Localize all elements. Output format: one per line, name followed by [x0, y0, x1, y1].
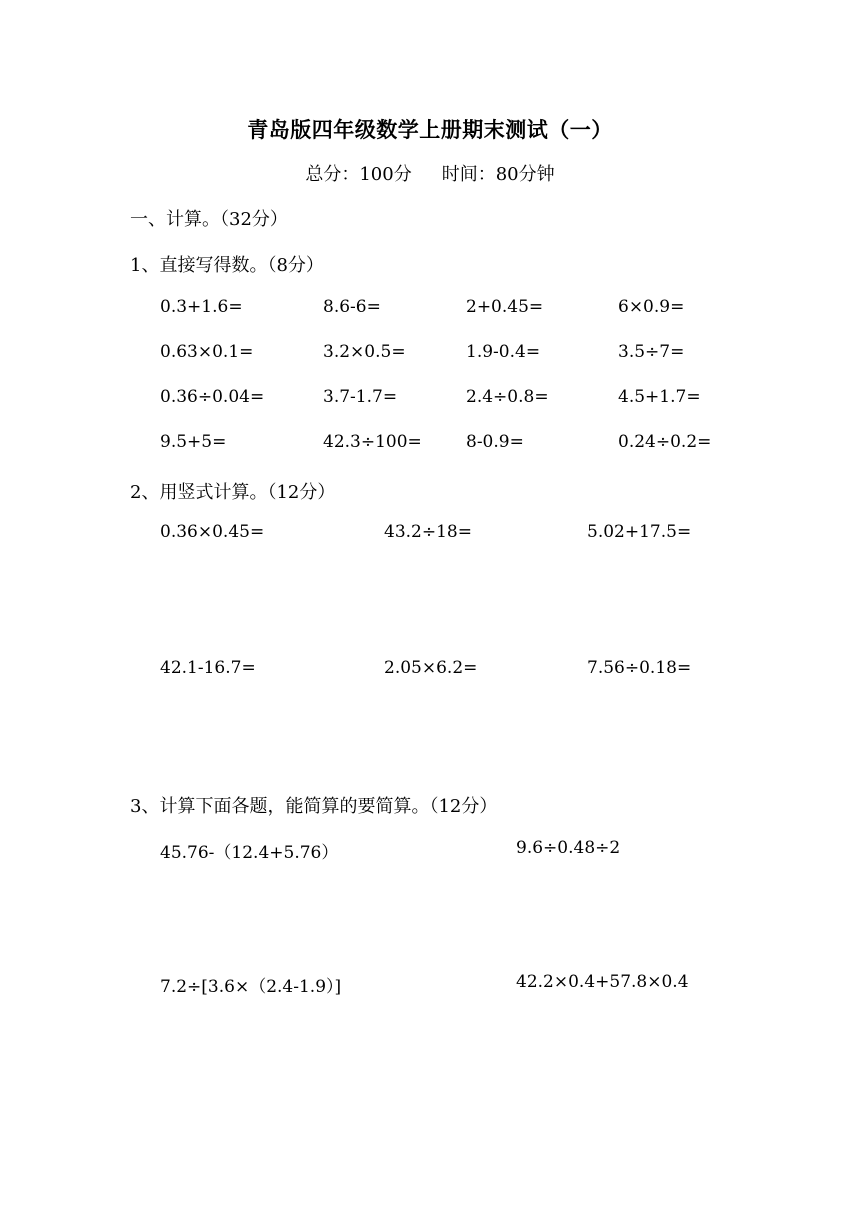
oral-problem: 9.5+5= [160, 432, 227, 452]
oral-problem: 0.24÷0.2= [618, 432, 712, 452]
simplify-problem: 7.2÷[3.6×（2.4-1.9）] [160, 977, 342, 997]
oral-problem: 0.3+1.6= [160, 297, 243, 317]
vertical-problem: 2.05×6.2= [384, 658, 478, 678]
vertical-problem: 7.56÷0.18= [587, 658, 692, 678]
oral-problem: 8-0.9= [466, 432, 524, 452]
part-3-heading: 3、计算下面各题，能简算的要简算。（12分） [130, 796, 498, 817]
oral-problem: 1.9-0.4= [466, 342, 541, 362]
oral-problem: 3.7-1.7= [323, 387, 398, 407]
oral-problem: 3.2×0.5= [323, 342, 406, 362]
oral-problem: 2+0.45= [466, 297, 544, 317]
oral-problem: 0.36÷0.04= [160, 387, 265, 407]
vertical-problem: 43.2÷18= [384, 522, 472, 542]
vertical-problem: 0.36×0.45= [160, 522, 265, 542]
vertical-problem: 42.1-16.7= [160, 658, 256, 678]
simplify-problem: 42.2×0.4+57.8×0.4 [516, 972, 689, 992]
exam-meta [0, 160, 860, 186]
section-1-heading: 一、计算。（32分） [130, 209, 288, 230]
time-limit: 时间：80分钟 [441, 164, 555, 185]
exam-title: 青岛版四年级数学上册期末测试（一） [247, 117, 613, 142]
oral-problem: 0.63×0.1= [160, 342, 254, 362]
simplify-problem: 9.6÷0.48÷2 [516, 838, 621, 858]
oral-problem: 2.4÷0.8= [466, 387, 549, 407]
oral-problem: 6×0.9= [618, 297, 685, 317]
part-2-heading: 2、用竖式计算。（12分） [130, 482, 336, 503]
vertical-problem: 5.02+17.5= [587, 522, 692, 542]
simplify-problem: 45.76-（12.4+5.76） [160, 843, 339, 863]
oral-problem: 42.3÷100= [323, 432, 422, 452]
oral-problem: 4.5+1.7= [618, 387, 701, 407]
total-score: 总分：100分 [305, 164, 412, 185]
part-1-heading: 1、直接写得数。（8分） [130, 255, 324, 276]
oral-problem: 8.6-6= [323, 297, 381, 317]
oral-problem: 3.5÷7= [618, 342, 685, 362]
